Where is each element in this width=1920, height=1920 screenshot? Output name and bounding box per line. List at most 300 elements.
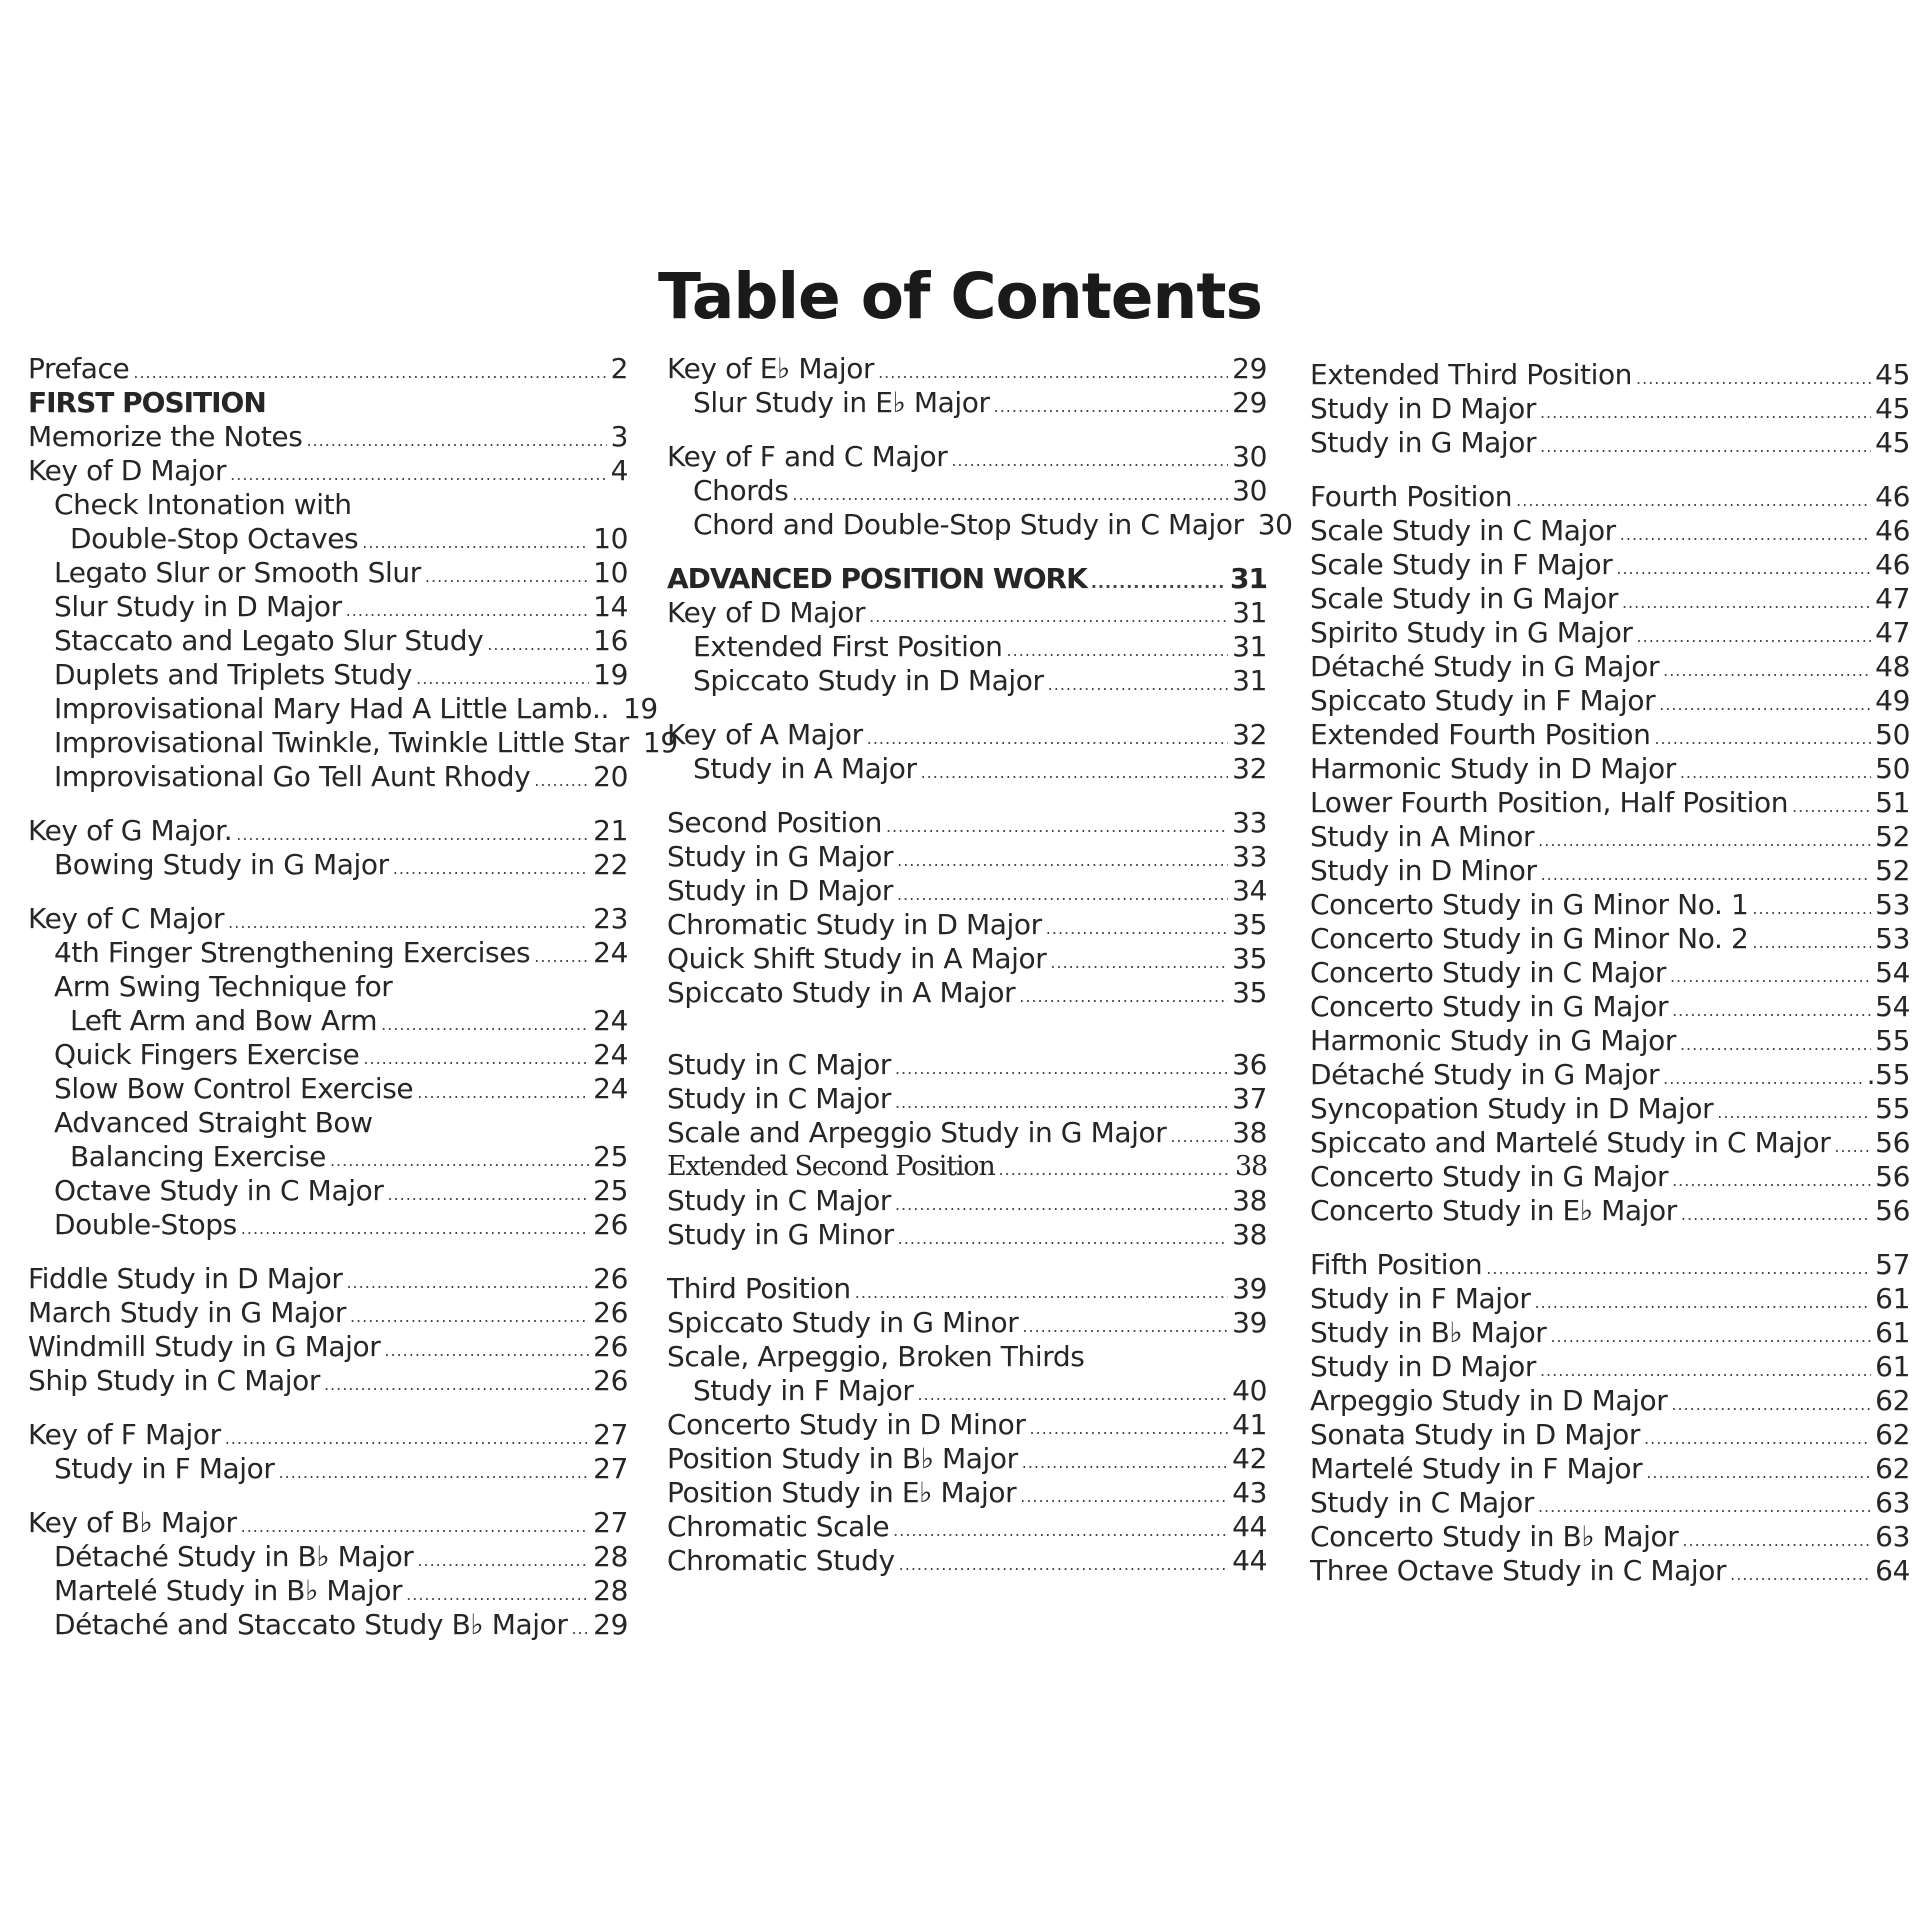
toc-entry-title: Arm Swing Technique for (54, 970, 393, 1003)
toc-entry[interactable] (28, 1004, 628, 1038)
toc-entry-title: Scale Study in G Major (1310, 582, 1618, 615)
toc-entry[interactable] (28, 1540, 628, 1574)
toc-entry-title: Position Study in B♭ Major (667, 1442, 1018, 1475)
dot-leader (387, 1178, 589, 1212)
toc-entry-page: 29 (593, 1608, 628, 1641)
toc-entry-page: 53 (1875, 922, 1910, 955)
toc-entry-page: 52 (1875, 820, 1910, 853)
toc-entry-page: 38 (1235, 1151, 1267, 1182)
toc-entry-page: 46 (1875, 480, 1910, 513)
dot-leader (1670, 960, 1871, 994)
dot-leader (133, 356, 606, 390)
toc-entry-title: Slur Study in D Major (54, 590, 342, 623)
toc-entry-page: 57 (1875, 1248, 1910, 1281)
dot-leader (999, 1153, 1231, 1187)
toc-entry-title: Concerto Study in D Minor (667, 1408, 1026, 1441)
dot-leader (869, 600, 1228, 634)
toc-entry-page: 30 (1232, 440, 1267, 473)
toc-entry[interactable] (667, 1442, 1267, 1476)
dot-leader (393, 852, 589, 886)
toc-entry[interactable] (1310, 426, 1910, 460)
toc-entry-page: 46 (1875, 548, 1910, 581)
toc-entry-title: Third Position (667, 1272, 851, 1305)
dot-leader (1752, 926, 1871, 960)
toc-entry-page: 14 (593, 590, 628, 623)
toc-entry-page: 47 (1875, 582, 1910, 615)
dot-leader (1007, 634, 1229, 668)
dot-leader (1752, 892, 1871, 926)
toc-entry-page: 27 (593, 1506, 628, 1539)
toc-entry-title: Martelé Study in F Major (1310, 1452, 1643, 1485)
toc-entry[interactable] (28, 1038, 628, 1072)
toc-entry[interactable] (28, 970, 628, 1004)
toc-entry[interactable] (1310, 752, 1910, 786)
toc-entry[interactable] (1310, 548, 1910, 582)
toc-entry-title: Study in A Minor (1310, 820, 1535, 853)
dot-leader (425, 560, 589, 594)
toc-entry-page: 38 (1232, 1116, 1267, 1149)
toc-entry-page: 27 (593, 1418, 628, 1451)
toc-entry-page: 63 (1875, 1486, 1910, 1519)
toc-entry-title: Spiccato Study in G Minor (667, 1306, 1019, 1339)
toc-entry-page: 56 (1875, 1194, 1910, 1227)
toc-entry-title: March Study in G Major (28, 1296, 346, 1329)
dot-leader (363, 1042, 589, 1076)
toc-entry[interactable] (1310, 1126, 1910, 1160)
toc-entry-page: 29 (1232, 352, 1267, 385)
toc-entry-page: 26 (593, 1296, 628, 1329)
toc-entry-title: Study in C Major (667, 1082, 891, 1115)
toc-entry-title: Chromatic Study (667, 1544, 895, 1577)
dot-leader (1671, 1388, 1871, 1422)
toc-entry-title: Key of F Major (28, 1418, 221, 1451)
dot-leader (1792, 790, 1871, 824)
toc-entry[interactable] (1310, 1486, 1910, 1520)
toc-entry-title: Concerto Study in E♭ Major (1310, 1194, 1677, 1227)
toc-entry-title: Octave Study in C Major (54, 1174, 384, 1207)
toc-entry[interactable] (667, 596, 1267, 630)
dot-leader (1050, 946, 1228, 980)
toc-entry[interactable] (667, 1374, 1267, 1408)
toc-entry-title: Study in B♭ Major (1310, 1316, 1547, 1349)
toc-entry[interactable] (1310, 1092, 1910, 1126)
toc-entry[interactable] (1310, 1024, 1910, 1058)
toc-entry-page: 3 (610, 420, 628, 453)
dot-leader (1636, 362, 1871, 396)
toc-entry-title: Concerto Study in G Minor No. 1 (1310, 888, 1749, 921)
toc-entry[interactable] (28, 848, 628, 882)
toc-entry-title: Key of A Major (667, 718, 863, 751)
toc-entry-page: 33 (1232, 806, 1267, 839)
toc-entry-page: 16 (593, 624, 628, 657)
toc-entry-page: 28 (593, 1540, 628, 1573)
toc-entry-title: Concerto Study in C Major (1310, 956, 1666, 989)
toc-entry-title: Harmonic Study in D Major (1310, 752, 1676, 785)
toc-entry-page: 35 (1232, 976, 1267, 1009)
toc-entry[interactable] (667, 1544, 1267, 1578)
toc-entry[interactable] (667, 1408, 1267, 1442)
toc-entry[interactable] (1310, 820, 1910, 854)
toc-entry-title: Key of F and C Major (667, 440, 948, 473)
toc-entry[interactable] (28, 726, 678, 760)
toc-entry[interactable] (1310, 1282, 1910, 1316)
toc-entry[interactable] (28, 556, 628, 590)
dot-leader (897, 844, 1228, 878)
toc-entry[interactable] (667, 752, 1267, 786)
toc-entry[interactable] (28, 760, 628, 794)
dot-leader (1644, 1422, 1871, 1456)
toc-entry-page: 21 (593, 814, 628, 847)
toc-entry-page: 62 (1875, 1452, 1910, 1485)
dot-leader (362, 526, 589, 560)
dot-leader (1620, 518, 1871, 552)
toc-entry[interactable] (1310, 1058, 1910, 1092)
toc-entry-page: 41 (1232, 1408, 1267, 1441)
toc-entry-page: 43 (1232, 1476, 1267, 1509)
toc-entry-title: Spiccato Study in F Major (1310, 684, 1656, 717)
dot-leader (1730, 1558, 1871, 1592)
toc-entry-page: 24 (593, 1038, 628, 1071)
toc-entry[interactable] (28, 1364, 628, 1398)
toc-entry-title: Staccato and Legato Slur Study (54, 624, 484, 657)
toc-entry-title: Improvisational Mary Had A Little Lamb.. (54, 692, 609, 725)
toc-entry-title: Concerto Study in G Major (1310, 1160, 1669, 1193)
toc-entry[interactable] (667, 664, 1267, 698)
dot-leader (417, 1076, 589, 1110)
toc-entry-title: Left Arm and Bow Arm (70, 1004, 378, 1037)
toc-entry-title: Improvisational Twinkle, Twinkle Little Star (54, 726, 629, 759)
dot-leader (918, 1378, 1229, 1412)
toc-entry-title: Slow Bow Control Exercise (54, 1072, 414, 1105)
toc-entry-page: 30 (1257, 508, 1293, 541)
toc-entry-page: 53 (1875, 888, 1910, 921)
toc-entry-page: 37 (1232, 1082, 1267, 1115)
toc-entry-title: Détaché and Staccato Study B♭ Major (54, 1608, 568, 1641)
toc-entry-page: 51 (1875, 786, 1910, 819)
dot-leader (1672, 994, 1871, 1028)
toc-entry-page: 25 (593, 1174, 628, 1207)
toc-entry[interactable] (28, 1608, 628, 1642)
toc-entry-page: 31 (1232, 596, 1267, 629)
toc-entry-title: Study in G Major (667, 840, 894, 873)
toc-entry[interactable] (667, 508, 1293, 542)
toc-entry-title: Scale and Arpeggio Study in G Major (667, 1116, 1167, 1149)
toc-entry[interactable] (667, 352, 1267, 386)
toc-entry-title: Key of B♭ Major (28, 1506, 237, 1539)
toc-entry[interactable] (1310, 1384, 1910, 1418)
toc-entry[interactable] (1310, 514, 1910, 548)
toc-entry-title: Study in G Major (1310, 426, 1537, 459)
toc-entry[interactable] (1310, 1194, 1910, 1228)
toc-entry[interactable] (1310, 956, 1910, 990)
dot-leader (895, 1086, 1228, 1120)
toc-entry[interactable] (28, 1106, 628, 1140)
toc-section-heading[interactable] (28, 386, 628, 420)
toc-entry[interactable] (1310, 1418, 1910, 1452)
toc-entry-title: Martelé Study in B♭ Major (54, 1574, 403, 1607)
toc-entry-page: 47 (1875, 616, 1910, 649)
dot-leader (1538, 1490, 1871, 1524)
toc-entry[interactable] (667, 908, 1267, 942)
toc-entry-title: Study in F Major (693, 1374, 914, 1407)
toc-entry[interactable] (1310, 786, 1910, 820)
dot-leader (1030, 1412, 1229, 1446)
toc-entry[interactable] (667, 1150, 1267, 1184)
toc-entry-title: Détaché Study in G Major (1310, 1058, 1660, 1091)
toc-entry[interactable] (28, 1208, 628, 1242)
toc-entry[interactable] (667, 630, 1267, 664)
toc-entry[interactable] (28, 1072, 628, 1106)
toc-entry[interactable] (28, 936, 628, 970)
dot-leader (897, 878, 1228, 912)
toc-entry-page: 35 (1232, 942, 1267, 975)
toc-entry-title: Scale Study in F Major (1310, 548, 1613, 581)
toc-entry[interactable] (1310, 1316, 1910, 1350)
toc-entry-title: Quick Shift Study in A Major (667, 942, 1047, 975)
toc-entry[interactable] (28, 1418, 628, 1452)
dot-leader (241, 1212, 589, 1246)
toc-entry[interactable] (1310, 392, 1910, 426)
toc-entry-title: Study in C Major (667, 1184, 891, 1217)
dot-leader (230, 458, 606, 492)
toc-entry-page: 55 (1875, 1092, 1910, 1125)
toc-entry[interactable] (1310, 990, 1910, 1024)
toc-entry[interactable] (667, 1082, 1267, 1116)
toc-entry[interactable] (667, 1218, 1267, 1252)
toc-entry-page: 25 (593, 1140, 628, 1173)
dot-leader (228, 906, 589, 940)
toc-entry[interactable] (667, 1184, 1267, 1218)
dot-leader (1538, 824, 1871, 858)
toc-entry-page: 61 (1875, 1350, 1910, 1383)
toc-entry[interactable] (1310, 358, 1910, 392)
toc-entry-title: Key of D Major (28, 454, 227, 487)
toc-entry-title: Double-Stop Octaves (70, 522, 359, 555)
dot-leader (1535, 1286, 1872, 1320)
dot-leader (895, 1188, 1228, 1222)
toc-entry-page: 45 (1875, 358, 1910, 391)
toc-entry-title: Harmonic Study in G Major (1310, 1024, 1676, 1057)
dot-leader (1540, 396, 1871, 430)
toc-entry[interactable] (667, 386, 1267, 420)
toc-entry-title: Study in D Major (667, 874, 893, 907)
toc-entry-title: Improvisational Go Tell Aunt Rhody (54, 760, 531, 793)
toc-entry[interactable] (1310, 616, 1910, 650)
toc-entry[interactable] (1310, 480, 1910, 514)
toc-entry[interactable] (28, 692, 658, 726)
toc-entry-page: 19 (642, 726, 678, 759)
dot-leader (534, 940, 589, 974)
dot-leader (306, 424, 606, 458)
toc-entry-page: 19 (623, 692, 658, 725)
toc-entry[interactable] (667, 874, 1267, 908)
dot-leader (899, 1548, 1229, 1582)
toc-entry[interactable] (1310, 650, 1910, 684)
toc-entry[interactable] (667, 1340, 1267, 1374)
dot-leader (1019, 980, 1228, 1014)
toc-entry-title: Study in D Major (1310, 392, 1536, 425)
toc-entry-title: ADVANCED POSITION WORK (667, 562, 1087, 595)
toc-entry-page: 31 (1230, 562, 1267, 595)
dot-leader (1654, 722, 1871, 756)
toc-entry[interactable] (667, 718, 1267, 752)
toc-entry-title: Concerto Study in G Minor No. 2 (1310, 922, 1749, 955)
toc-entry-page: 28 (593, 1574, 628, 1607)
toc-entry[interactable] (667, 1510, 1267, 1544)
toc-entry-page: 50 (1875, 752, 1910, 785)
toc-entry-title: Study in C Major (1310, 1486, 1534, 1519)
dot-leader (1616, 552, 1871, 586)
toc-entry[interactable] (1310, 684, 1910, 718)
toc-entry[interactable] (1310, 1160, 1910, 1194)
toc-entry-page: 56 (1875, 1126, 1910, 1159)
toc-entry-title: Key of G Major. (28, 814, 233, 847)
toc-entry-title: Chord and Double-Stop Study in C Major (693, 508, 1244, 541)
toc-entry[interactable] (667, 806, 1267, 840)
toc-entry[interactable] (667, 1116, 1267, 1150)
dot-leader (1663, 1062, 1863, 1096)
toc-entry-page: 34 (1232, 874, 1267, 907)
toc-entry[interactable] (667, 474, 1267, 508)
dot-leader (1048, 668, 1229, 702)
toc-entry-page: 40 (1232, 1374, 1267, 1407)
toc-entry-page: 62 (1875, 1418, 1910, 1451)
toc-entry-title: Balancing Exercise (70, 1140, 326, 1173)
toc-entry[interactable] (667, 840, 1267, 874)
toc-entry-page: 20 (593, 760, 628, 793)
toc-entry-page: 63 (1875, 1520, 1910, 1553)
toc-entry-page: 24 (593, 1072, 628, 1105)
toc-entry-title: Study in C Major (667, 1048, 891, 1081)
toc-entry[interactable] (667, 942, 1267, 976)
dot-leader (381, 1008, 589, 1042)
toc-entry-title: Second Position (667, 806, 882, 839)
dot-leader (1540, 1354, 1871, 1388)
toc-entry[interactable] (667, 976, 1267, 1010)
toc-entry[interactable] (1310, 922, 1910, 956)
toc-entry-title: Study in D Minor (1310, 854, 1537, 887)
toc-entry[interactable] (28, 1262, 628, 1296)
toc-entry-page: 55 (1875, 1024, 1910, 1057)
toc-entry[interactable] (28, 658, 628, 692)
dot-leader (867, 722, 1228, 756)
dot-leader (886, 810, 1228, 844)
toc-entry[interactable] (28, 1330, 628, 1364)
dot-leader (855, 1276, 1228, 1310)
dot-leader (1022, 1446, 1228, 1480)
toc-entry-page: 46 (1875, 514, 1910, 547)
toc-entry-title: Scale Study in C Major (1310, 514, 1616, 547)
toc-entry[interactable] (1310, 1452, 1910, 1486)
toc-entry[interactable] (1310, 1520, 1910, 1554)
toc-entry-title: Concerto Study in B♭ Major (1310, 1520, 1679, 1553)
toc-entry[interactable] (28, 590, 628, 624)
toc-entry[interactable] (667, 440, 1267, 474)
dot-leader (241, 1510, 590, 1544)
toc-entry[interactable] (667, 1476, 1267, 1510)
toc-entry-title: Fourth Position (1310, 480, 1513, 513)
toc-entry[interactable] (1310, 1248, 1910, 1282)
toc-entry[interactable] (28, 352, 628, 386)
dot-leader (236, 818, 589, 852)
toc-entry-title: Key of D Major (667, 596, 866, 629)
toc-section-heading[interactable] (667, 562, 1267, 596)
toc-entry-title: Scale, Arpeggio, Broken Thirds (667, 1340, 1085, 1373)
toc-entry-page: 26 (593, 1330, 628, 1363)
toc-entry-title: Syncopation Study in D Major (1310, 1092, 1714, 1125)
toc-entry-title: Arpeggio Study in D Major (1310, 1384, 1668, 1417)
toc-entry-page: 31 (1232, 664, 1267, 697)
dot-leader (1170, 1120, 1228, 1154)
toc-entry-title: Bowing Study in G Major (54, 848, 389, 881)
toc-entry-title: Concerto Study in G Major (1310, 990, 1669, 1023)
toc-entry[interactable] (1310, 888, 1910, 922)
toc-entry-page: 38 (1232, 1184, 1267, 1217)
toc-entry-title: Study in F Major (54, 1452, 275, 1485)
toc-entry[interactable] (28, 814, 628, 848)
page-title: Table of Contents (657, 260, 1263, 333)
dot-leader (994, 390, 1229, 424)
toc-entry[interactable] (28, 902, 628, 936)
toc-entry-page: 35 (1232, 908, 1267, 941)
toc-column-3 (1310, 358, 1910, 1588)
dot-leader (1622, 586, 1871, 620)
toc-entry[interactable] (667, 1272, 1267, 1306)
toc-entry-title: Quick Fingers Exercise (54, 1038, 360, 1071)
toc-entry[interactable] (667, 1306, 1267, 1340)
toc-entry-page: 30 (1232, 474, 1267, 507)
dot-leader (898, 1222, 1228, 1256)
toc-entry-title: Fiddle Study in D Major (28, 1262, 343, 1295)
toc-entry[interactable] (28, 1140, 628, 1174)
toc-entry[interactable] (28, 454, 628, 488)
toc-entry-title: FIRST POSITION (28, 386, 266, 419)
toc-entry-page: 36 (1232, 1048, 1267, 1081)
toc-entry[interactable] (28, 624, 628, 658)
toc-entry[interactable] (28, 1452, 628, 1486)
toc-entry[interactable] (1310, 718, 1910, 752)
toc-entry[interactable] (1310, 582, 1910, 616)
toc-entry-title: Détaché Study in G Major (1310, 650, 1660, 683)
dot-leader (921, 756, 1229, 790)
dot-leader (1682, 1524, 1871, 1558)
dot-leader (1672, 1164, 1871, 1198)
toc-entry-page: .55 (1866, 1058, 1910, 1091)
toc-entry-title: Détaché Study in B♭ Major (54, 1540, 414, 1573)
toc-entry[interactable] (1310, 854, 1910, 888)
toc-entry[interactable] (28, 1296, 628, 1330)
toc-entry[interactable] (28, 1174, 628, 1208)
dot-leader (384, 1334, 589, 1368)
dot-leader (1659, 688, 1871, 722)
toc-entry[interactable] (667, 1048, 1267, 1082)
toc-entry-page: 61 (1875, 1316, 1910, 1349)
toc-entry-page: 10 (593, 556, 628, 589)
toc-entry[interactable] (28, 488, 628, 522)
toc-entry[interactable] (28, 1574, 628, 1608)
toc-entry-title: Position Study in E♭ Major (667, 1476, 1017, 1509)
dot-leader (893, 1514, 1228, 1548)
dot-leader (324, 1368, 589, 1402)
toc-entry[interactable] (28, 522, 628, 556)
toc-entry[interactable] (28, 1506, 628, 1540)
toc-entry-page: 2 (610, 352, 628, 385)
toc-entry-page: 32 (1232, 718, 1267, 751)
toc-entry[interactable] (28, 420, 628, 454)
toc-entry[interactable] (1310, 1554, 1910, 1588)
toc-entry-title: Extended Second Position (667, 1151, 995, 1182)
toc-entry[interactable] (1310, 1350, 1910, 1384)
